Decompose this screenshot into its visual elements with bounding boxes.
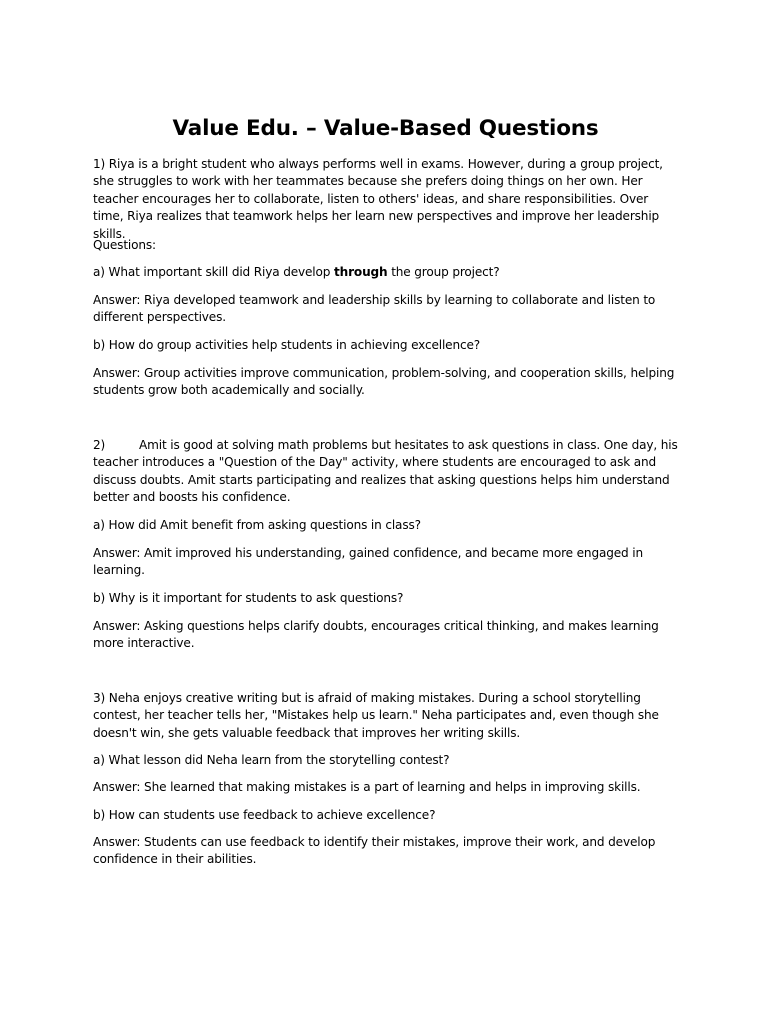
section2-answer-a: Answer: Amit improved his understanding, gained confidence, and became more engaged in learning.: [93, 546, 643, 578]
document-title: Value Edu. – Value-Based Questions: [172, 116, 599, 141]
section1-passage: 1) Riya is a bright student who always performs well in exams. However, during a group project, she struggles to work with her teammates because she prefers doing things on her own. Her teacher encourages her to collaborate, listen to others' ideas, and share responsibilities. Over time, Riya realizes that teamwork helps her learn new perspectives and improve her leadership skills.: [93, 157, 663, 241]
section2-passage-block: [93, 437, 678, 507]
section3-question-a: a) What lesson did Neha learn from the storytelling contest?: [93, 753, 450, 767]
section3-passage: 3) Neha enjoys creative writing but is afraid of making mistakes. During a school storytelling contest, her teacher tells her, "Mistakes help us learn." Neha participates and, even though she doesn't win, she gets valuable feedback that improves her writing skills.: [93, 691, 659, 740]
section2-question-a: a) How did Amit benefit from asking questions in class?: [93, 518, 421, 532]
section3-answer-b: Answer: Students can use feedback to identify their mistakes, improve their work, and develop confidence in their abilities.: [93, 835, 656, 867]
section1-question-a-text: a) What important skill did Riya develop: [93, 265, 334, 279]
section1-questions-label: Questions:: [93, 238, 156, 252]
section2-passage: Amit is good at solving math problems but hesitates to ask questions in class. One day, his teacher introduces a "Question of the Day" activity, where students are encouraged to ask and discuss doubts. Amit starts participating and realizes that asking questions helps him understand better and boosts his confidence.: [93, 438, 678, 505]
section2-number: 2): [93, 438, 106, 452]
section1-answer-a: Answer: Riya developed teamwork and leadership skills by learning to collaborate and listen to different perspectives.: [93, 293, 656, 325]
section1-question-a: [93, 264, 678, 281]
section1-question-a-tail: the group project?: [387, 265, 500, 279]
section3-answer-a: Answer: She learned that making mistakes is a part of learning and helps in improving skills.: [93, 780, 641, 794]
section3-question-b: b) How can students use feedback to achieve excellence?: [93, 808, 436, 822]
section2-answer-b: Answer: Asking questions helps clarify doubts, encourages critical thinking, and makes learning more interactive.: [93, 619, 659, 651]
section1-answer-b: Answer: Group activities improve communication, problem-solving, and cooperation skills, helping students grow both academically and socially.: [93, 366, 675, 398]
section2-question-b: b) Why is it important for students to ask questions?: [93, 591, 404, 605]
section1-question-b: b) How do group activities help students in achieving excellence?: [93, 338, 481, 352]
section1-question-a-bold: through: [334, 265, 388, 279]
